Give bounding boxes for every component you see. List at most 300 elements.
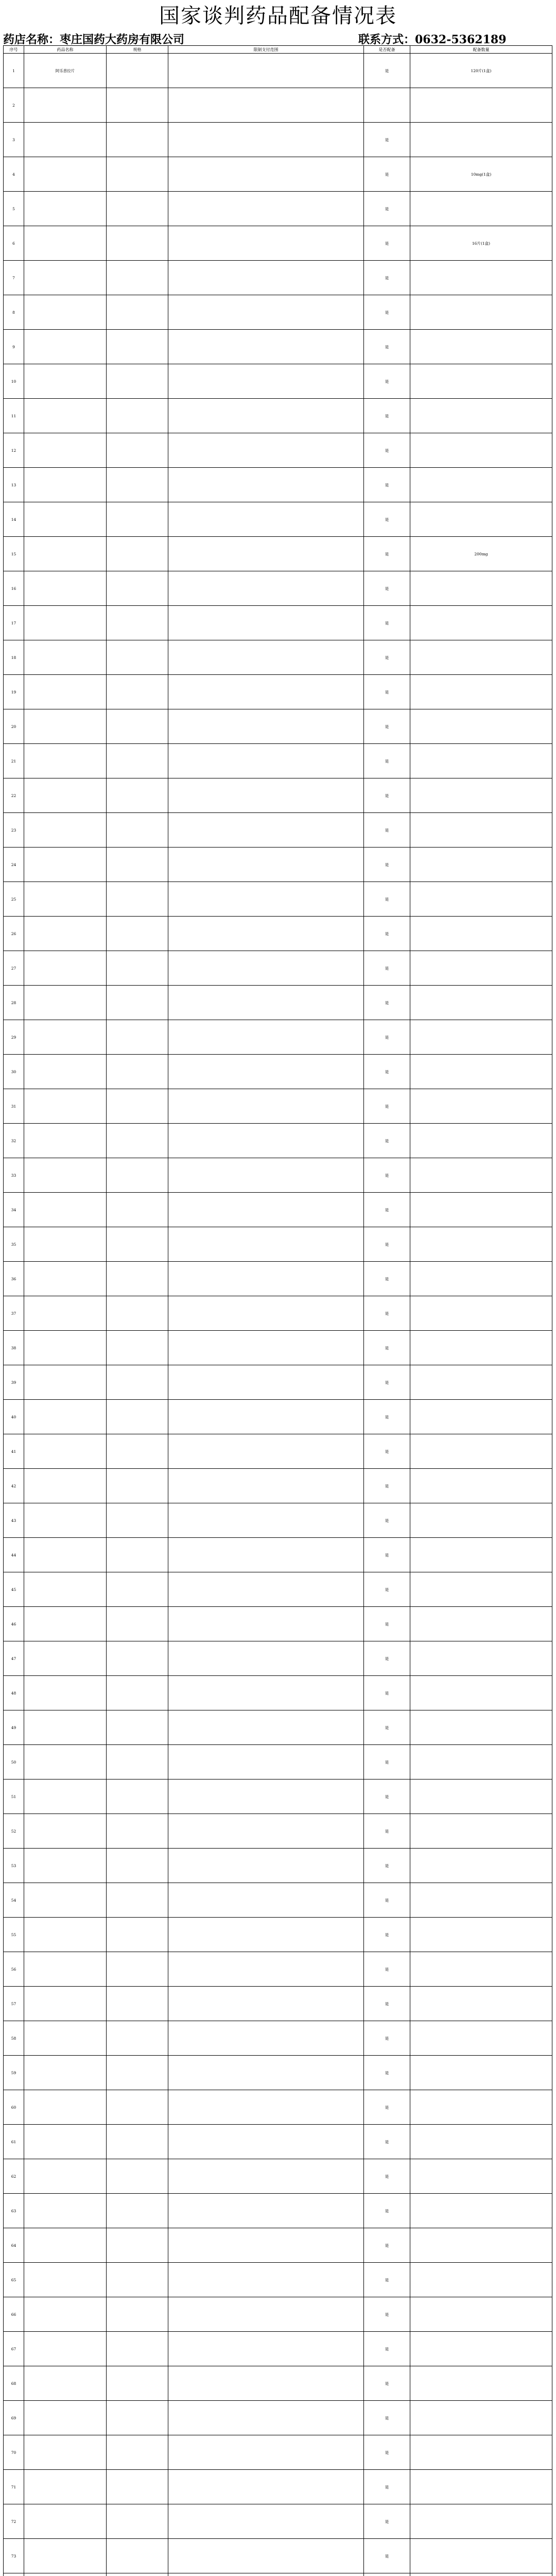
payment-restriction	[168, 1883, 364, 1917]
drug-spec	[107, 986, 168, 1020]
drug-spec	[107, 399, 168, 433]
configured-flag: 是	[364, 882, 410, 916]
table-row	[4, 2263, 552, 2297]
payment-restriction	[168, 1710, 364, 1744]
drug-spec	[107, 192, 168, 226]
row-number: 58	[4, 2021, 24, 2055]
drug-spec	[107, 1158, 168, 1192]
header-cell-no: 序号	[4, 46, 24, 53]
drug-spec	[107, 640, 168, 674]
table-row	[4, 364, 552, 399]
drug-name	[24, 1745, 107, 1779]
drug-spec	[107, 1296, 168, 1330]
payment-restriction	[168, 813, 364, 847]
payment-restriction	[168, 1296, 364, 1330]
configured-flag: 是	[364, 330, 410, 364]
payment-restriction	[168, 2401, 364, 2435]
payment-restriction	[168, 537, 364, 571]
configured-quantity	[410, 2194, 552, 2228]
drug-spec	[107, 2435, 168, 2469]
drug-spec	[107, 2401, 168, 2435]
configured-flag: 是	[364, 54, 410, 88]
drug-name	[24, 1503, 107, 1537]
row-number: 17	[4, 606, 24, 640]
table-row	[4, 2159, 552, 2194]
table-row	[4, 2401, 552, 2435]
row-number: 19	[4, 675, 24, 709]
table-row	[4, 330, 552, 364]
drug-spec	[107, 2366, 168, 2400]
header-cell-configured: 是否配备	[364, 46, 410, 53]
configured-flag: 是	[364, 2194, 410, 2228]
payment-restriction	[168, 744, 364, 778]
table-row	[4, 1434, 552, 1469]
payment-restriction	[168, 1641, 364, 1675]
drug-name	[24, 1607, 107, 1641]
drug-spec	[107, 2470, 168, 2504]
configured-flag: 是	[364, 2366, 410, 2400]
drug-name	[24, 123, 107, 157]
configured-flag: 是	[364, 468, 410, 502]
configured-flag: 是	[364, 2297, 410, 2331]
drug-name	[24, 433, 107, 467]
row-number: 36	[4, 1262, 24, 1296]
drug-name	[24, 1262, 107, 1296]
row-number: 29	[4, 1020, 24, 1054]
payment-restriction	[168, 399, 364, 433]
table-row	[4, 951, 552, 986]
configured-quantity	[410, 882, 552, 916]
table-row	[4, 1572, 552, 1607]
configured-quantity	[410, 1883, 552, 1917]
payment-restriction	[168, 88, 364, 122]
payment-restriction	[168, 951, 364, 985]
table-row	[4, 399, 552, 433]
payment-restriction	[168, 2504, 364, 2538]
configured-flag: 是	[364, 2159, 410, 2193]
table-row	[4, 2297, 552, 2332]
drug-spec	[107, 1849, 168, 1883]
row-number: 21	[4, 744, 24, 778]
payment-restriction	[168, 2573, 364, 2576]
drug-name	[24, 192, 107, 226]
table-row	[4, 468, 552, 502]
row-number: 49	[4, 1710, 24, 1744]
row-number: 18	[4, 640, 24, 674]
configured-quantity	[410, 261, 552, 295]
row-number: 1	[4, 54, 24, 88]
configured-flag: 是	[364, 1572, 410, 1606]
drug-spec	[107, 2159, 168, 2193]
drug-spec	[107, 813, 168, 847]
drug-table	[3, 45, 552, 2576]
drug-name	[24, 295, 107, 329]
drug-spec	[107, 1538, 168, 1572]
configured-flag	[364, 88, 410, 122]
drug-name	[24, 1572, 107, 1606]
configured-quantity	[410, 1469, 552, 1503]
configured-quantity	[410, 2021, 552, 2055]
configured-flag: 是	[364, 848, 410, 882]
drug-spec	[107, 951, 168, 985]
configured-quantity	[410, 1262, 552, 1296]
configured-quantity	[410, 1745, 552, 1779]
table-row	[4, 2470, 552, 2504]
payment-restriction	[168, 123, 364, 157]
row-number: 59	[4, 2056, 24, 2090]
row-number: 32	[4, 1124, 24, 1158]
table-row	[4, 1538, 552, 1572]
drug-spec	[107, 123, 168, 157]
row-number: 60	[4, 2090, 24, 2124]
drug-name	[24, 1227, 107, 1261]
configured-flag: 是	[364, 1503, 410, 1537]
drug-spec	[107, 295, 168, 329]
drug-spec	[107, 468, 168, 502]
drug-name	[24, 571, 107, 605]
row-number: 64	[4, 2228, 24, 2262]
configured-flag: 是	[364, 1365, 410, 1399]
drug-name	[24, 606, 107, 640]
configured-flag: 是	[364, 1020, 410, 1054]
drug-name	[24, 261, 107, 295]
configured-quantity	[410, 2435, 552, 2469]
payment-restriction	[168, 1987, 364, 2021]
payment-restriction	[168, 1952, 364, 1986]
payment-restriction	[168, 1400, 364, 1434]
drug-name	[24, 640, 107, 674]
configured-flag: 是	[364, 2021, 410, 2055]
table-row	[4, 1745, 552, 1780]
drug-spec	[107, 2228, 168, 2262]
table-row	[4, 157, 552, 192]
row-number: 56	[4, 1952, 24, 1986]
row-number: 43	[4, 1503, 24, 1537]
table-row	[4, 1227, 552, 1262]
row-number: 67	[4, 2332, 24, 2366]
drug-name	[24, 1434, 107, 1468]
drug-spec	[107, 1641, 168, 1675]
configured-quantity: 120片(1盒)	[410, 54, 552, 88]
table-row	[4, 606, 552, 640]
row-number: 55	[4, 1918, 24, 1952]
row-number: 71	[4, 2470, 24, 2504]
configured-quantity	[410, 502, 552, 536]
row-number: 72	[4, 2504, 24, 2538]
configured-quantity	[410, 640, 552, 674]
payment-restriction	[168, 2539, 364, 2573]
configured-flag: 是	[364, 640, 410, 674]
drug-name	[24, 1918, 107, 1952]
configured-quantity	[410, 1158, 552, 1192]
payment-restriction	[168, 330, 364, 364]
contact-info: 联系方式：0632-5362189	[358, 33, 507, 46]
table-row	[4, 882, 552, 917]
configured-quantity	[410, 1538, 552, 1572]
table-row	[4, 2366, 552, 2401]
drug-name	[24, 2332, 107, 2366]
table-row	[4, 1158, 552, 1193]
payment-restriction	[168, 2021, 364, 2055]
drug-name	[24, 2504, 107, 2538]
drug-name	[24, 468, 107, 502]
drug-name	[24, 1158, 107, 1192]
payment-restriction	[168, 882, 364, 916]
drug-spec	[107, 917, 168, 951]
drug-name	[24, 2090, 107, 2124]
row-number: 41	[4, 1434, 24, 1468]
drug-spec	[107, 364, 168, 398]
row-number: 40	[4, 1400, 24, 1434]
configured-flag: 是	[364, 1745, 410, 1779]
drug-spec	[107, 1124, 168, 1158]
configured-quantity	[410, 1124, 552, 1158]
table-row	[4, 1676, 552, 1710]
configured-quantity	[410, 951, 552, 985]
configured-flag: 是	[364, 917, 410, 951]
drug-name	[24, 226, 107, 260]
payment-restriction	[168, 917, 364, 951]
configured-flag: 是	[364, 502, 410, 536]
table-row	[4, 2056, 552, 2090]
configured-quantity	[410, 2573, 552, 2576]
row-number: 47	[4, 1641, 24, 1675]
payment-restriction	[168, 2228, 364, 2262]
drug-spec	[107, 1503, 168, 1537]
row-number: 22	[4, 778, 24, 812]
drug-name	[24, 778, 107, 812]
configured-flag: 是	[364, 2125, 410, 2159]
configured-flag: 是	[364, 1641, 410, 1675]
row-number: 53	[4, 1849, 24, 1883]
payment-restriction	[168, 2435, 364, 2469]
configured-quantity	[410, 2228, 552, 2262]
configured-flag: 是	[364, 2470, 410, 2504]
configured-flag: 是	[364, 1538, 410, 1572]
table-row	[4, 813, 552, 848]
configured-quantity	[410, 123, 552, 157]
table-row	[4, 1296, 552, 1331]
payment-restriction	[168, 1055, 364, 1089]
configured-quantity	[410, 1020, 552, 1054]
drug-spec	[107, 1745, 168, 1779]
header-cell-name: 药品名称	[24, 46, 107, 53]
configured-flag: 是	[364, 986, 410, 1020]
row-number: 31	[4, 1089, 24, 1123]
configured-quantity	[410, 1193, 552, 1227]
configured-flag: 是	[364, 1055, 410, 1089]
table-row	[4, 2125, 552, 2159]
configured-flag: 是	[364, 571, 410, 605]
configured-flag: 是	[364, 399, 410, 433]
configured-flag: 是	[364, 2435, 410, 2469]
payment-restriction	[168, 2090, 364, 2124]
row-number: 25	[4, 882, 24, 916]
row-number: 5	[4, 192, 24, 226]
table-row	[4, 1020, 552, 1055]
drug-spec	[107, 1780, 168, 1814]
drug-spec	[107, 1331, 168, 1365]
configured-quantity	[410, 2366, 552, 2400]
configured-flag: 是	[364, 606, 410, 640]
configured-flag: 是	[364, 1434, 410, 1468]
configured-quantity	[410, 330, 552, 364]
row-number: 9	[4, 330, 24, 364]
row-number: 70	[4, 2435, 24, 2469]
drug-spec	[107, 433, 168, 467]
drug-name	[24, 537, 107, 571]
header-cell-quantity: 配备数量	[410, 46, 552, 53]
configured-flag: 是	[364, 744, 410, 778]
drug-spec	[107, 157, 168, 191]
drug-name	[24, 2366, 107, 2400]
drug-spec	[107, 537, 168, 571]
configured-flag: 是	[364, 813, 410, 847]
payment-restriction	[168, 1572, 364, 1606]
payment-restriction	[168, 261, 364, 295]
payment-restriction	[168, 2159, 364, 2193]
configured-quantity: 16片(1盒)	[410, 226, 552, 260]
payment-restriction	[168, 1780, 364, 1814]
drug-name	[24, 1193, 107, 1227]
payment-restriction	[168, 1469, 364, 1503]
drug-name	[24, 399, 107, 433]
configured-quantity	[410, 399, 552, 433]
drug-spec	[107, 709, 168, 743]
table-row	[4, 675, 552, 709]
drug-name	[24, 882, 107, 916]
header-cell-spec: 规格	[107, 46, 168, 53]
row-number: 42	[4, 1469, 24, 1503]
drug-name	[24, 1538, 107, 1572]
drug-name	[24, 1710, 107, 1744]
configured-flag: 是	[364, 1331, 410, 1365]
row-number: 38	[4, 1331, 24, 1365]
configured-flag: 是	[364, 226, 410, 260]
drug-name	[24, 1089, 107, 1123]
payment-restriction	[168, 2297, 364, 2331]
payment-restriction	[168, 192, 364, 226]
drug-spec	[107, 226, 168, 260]
payment-restriction	[168, 157, 364, 191]
payment-restriction	[168, 986, 364, 1020]
row-number: 4	[4, 157, 24, 191]
row-number: 54	[4, 1883, 24, 1917]
drug-name	[24, 1020, 107, 1054]
drug-name	[24, 2435, 107, 2469]
configured-quantity	[410, 1400, 552, 1434]
drug-spec	[107, 54, 168, 88]
drug-name	[24, 2056, 107, 2090]
payment-restriction	[168, 1918, 364, 1952]
configured-quantity	[410, 1089, 552, 1123]
drug-spec	[107, 1400, 168, 1434]
configured-quantity	[410, 1365, 552, 1399]
payment-restriction	[168, 1331, 364, 1365]
drug-name	[24, 1641, 107, 1675]
drug-name	[24, 917, 107, 951]
configured-flag: 是	[364, 1780, 410, 1814]
configured-flag: 是	[364, 261, 410, 295]
configured-quantity	[410, 1641, 552, 1675]
configured-quantity	[410, 295, 552, 329]
drug-name	[24, 1124, 107, 1158]
payment-restriction	[168, 1745, 364, 1779]
drug-spec	[107, 2573, 168, 2576]
drug-spec	[107, 606, 168, 640]
drug-spec	[107, 2263, 168, 2297]
configured-quantity	[410, 1434, 552, 1468]
payment-restriction	[168, 709, 364, 743]
drug-name	[24, 2125, 107, 2159]
row-number: 27	[4, 951, 24, 985]
table-row	[4, 261, 552, 295]
drug-name	[24, 1055, 107, 1089]
row-number: 34	[4, 1193, 24, 1227]
table-row	[4, 709, 552, 744]
configured-flag: 是	[364, 1262, 410, 1296]
drug-spec	[107, 1089, 168, 1123]
table-row	[4, 2021, 552, 2056]
table-row	[4, 986, 552, 1020]
drug-name	[24, 1676, 107, 1710]
configured-quantity	[410, 744, 552, 778]
payment-restriction	[168, 2332, 364, 2366]
table-row	[4, 433, 552, 468]
configured-flag: 是	[364, 1296, 410, 1330]
configured-flag: 是	[364, 1089, 410, 1123]
configured-flag: 是	[364, 1400, 410, 1434]
row-number: 7	[4, 261, 24, 295]
drug-spec	[107, 882, 168, 916]
configured-quantity	[410, 2159, 552, 2193]
payment-restriction	[168, 571, 364, 605]
payment-restriction	[168, 848, 364, 882]
drug-name	[24, 986, 107, 1020]
drug-name	[24, 848, 107, 882]
table-row	[4, 1331, 552, 1365]
drug-name	[24, 1780, 107, 1814]
drug-spec	[107, 1434, 168, 1468]
drug-name	[24, 709, 107, 743]
configured-flag: 是	[364, 295, 410, 329]
table-row	[4, 1641, 552, 1676]
drug-spec	[107, 1918, 168, 1952]
row-number: 30	[4, 1055, 24, 1089]
drug-name	[24, 330, 107, 364]
row-number: 69	[4, 2401, 24, 2435]
configured-quantity	[410, 1918, 552, 1952]
drug-spec	[107, 1055, 168, 1089]
payment-restriction	[168, 1814, 364, 1848]
row-number: 61	[4, 2125, 24, 2159]
configured-quantity	[410, 2297, 552, 2331]
row-number: 65	[4, 2263, 24, 2297]
configured-quantity	[410, 1331, 552, 1365]
configured-flag: 是	[364, 2401, 410, 2435]
configured-flag: 是	[364, 192, 410, 226]
row-number: 10	[4, 364, 24, 398]
drug-spec	[107, 2125, 168, 2159]
table-row	[4, 1710, 552, 1745]
configured-flag: 是	[364, 2090, 410, 2124]
configured-flag: 是	[364, 2228, 410, 2262]
drug-spec	[107, 2090, 168, 2124]
configured-quantity	[410, 606, 552, 640]
table-row	[4, 1849, 552, 1883]
payment-restriction	[168, 1227, 364, 1261]
row-number: 23	[4, 813, 24, 847]
